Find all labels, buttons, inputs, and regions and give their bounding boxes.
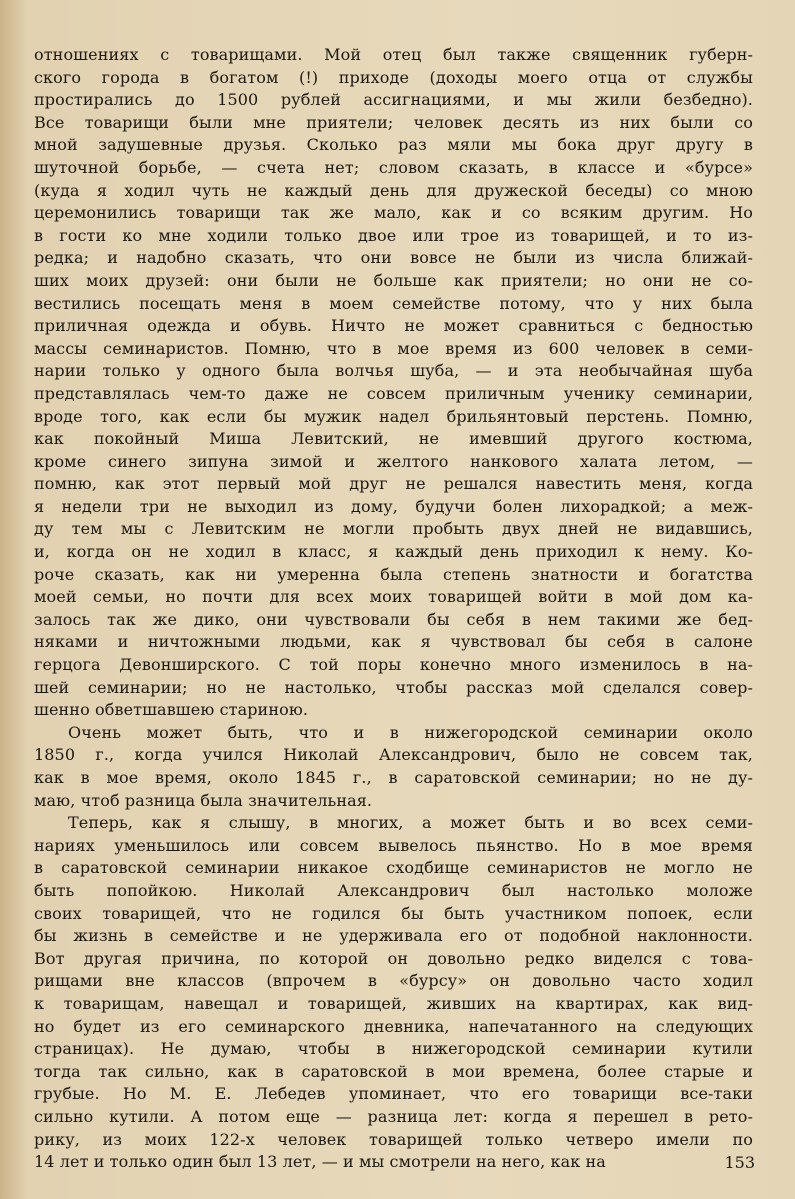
text-line: в гости ко мне ходили только двое или трое из товарищей, и то из- — [34, 225, 753, 245]
page-text — [34, 44, 753, 1174]
text-line: своих товарищей, что не годился бы быть участником попоек, если — [34, 903, 753, 923]
text-line: Теперь, как я слышу, в многих, а может быть и во всех семи- — [68, 813, 753, 833]
text-line: шуточной борьбе, — счета нет; словом сказать, в классе и «бурсе» — [34, 157, 753, 177]
text-line: шенно обветшавшею стариною. — [34, 700, 309, 720]
page-number: 153 — [724, 1153, 755, 1172]
text-line: как покойный Миша Левитский, не имевший другого костюма, — [34, 429, 753, 449]
text-line: кроме синего зипуна зимой и желтого нанкового халата летом, — — [34, 451, 753, 471]
text-line: помню, как этот первый мой друг не решался навестить меня, когда — [34, 474, 753, 494]
text-line: ших моих друзей: они были не больше как приятели; но они не со- — [34, 270, 753, 290]
text-line: ского города в богатом (!) приходе (доходы моего отца от службы — [34, 67, 753, 87]
paragraph — [34, 722, 753, 812]
text-line: Вот другая причина, по которой он довольно редко виделся с това- — [34, 948, 753, 968]
text-line: моей семьи, но почти для всех моих товарищей войти в мой дом ка- — [34, 587, 753, 607]
paragraph — [34, 812, 753, 1174]
text-line: мной задушевные друзья. Сколько раз мяли мы бока друг другу в — [34, 135, 753, 155]
text-line: ду тем мы с Левитским не могли пробыть двух дней не видавшись, — [34, 519, 753, 539]
text-line: тогда так сильно, как в саратовской в мои времена, более старые и — [34, 1061, 753, 1081]
text-line: 1850 г., когда учился Николай Александрович, было не совсем так, — [34, 745, 753, 765]
text-line: (куда я ходил чуть не каждый день для дружеской беседы) со мною — [34, 180, 753, 200]
text-line: церемонились товарищи так же мало, как и со всяким другим. Но — [34, 203, 753, 223]
text-line: вестились посещать меня в моем семействе потому, что у них была — [34, 293, 753, 313]
text-line: вроде того, как если бы мужик надел брильянтовый перстень. Помню, — [34, 406, 753, 426]
text-line: рищами вне классов (впрочем в «бурсу» он довольно часто ходил — [34, 971, 753, 991]
text-line: отношениях с товарищами. Мой отец был также священник губерн- — [34, 45, 753, 64]
text-line: как в мое время, около 1845 г., в саратовской семинарии; но не ду- — [34, 768, 753, 787]
text-line: сильно кутили. А потом еще — разница лет: когда я перешел в рето- — [34, 1106, 753, 1126]
text-line: представлялась чем-то даже не совсем приличным ученику семинарии, — [34, 383, 753, 403]
text-line: массы семинаристов. Помню, что в мое время из 600 человек в семи- — [34, 338, 753, 358]
text-line: бы жизнь в семействе и не удерживала его от подобной наклонности. — [34, 926, 753, 946]
text-line: я недели три не выходил из дому, будучи болен лихорадкой; а меж- — [34, 496, 753, 516]
paragraph — [34, 44, 753, 722]
text-line: в саратовской семинарии никакое сходбище семинаристов не могло не — [34, 858, 753, 878]
text-line: герцога Девонширского. С той поры конечно много изменилось в на- — [34, 655, 753, 675]
text-line: грубые. Но М. Е. Лебедев упоминает, что его товарищи все-таки — [34, 1084, 753, 1104]
text-line: няками и ничтожными людьми, как я чувствовал бы себя в салоне — [34, 632, 753, 652]
text-line: нарии только у одного была волчья шуба, — и эта необычайная шуба — [34, 361, 753, 381]
text-line: 14 лет и только один был 13 лет, — и мы смотрели на него, как на — [34, 1152, 606, 1172]
text-line: Все товарищи были мне приятели; человек десять из них были со — [34, 112, 753, 132]
text-line: маю, чтоб разница была значительная. — [34, 790, 373, 810]
text-line: простирались до 1500 рублей ассигнациями, и мы жили безбедно). — [34, 90, 753, 110]
text-line: Очень может быть, что и в нижегородской семинарии около — [68, 722, 753, 742]
text-line: приличная одежда и обувь. Ничто не может сравниться с бедностью — [34, 316, 753, 336]
text-line: быть попойкою. Николай Александрович был настолько моложе — [34, 880, 753, 900]
text-line: и, когда он не ходил в класс, я каждый день приходил к нему. Ко- — [34, 542, 753, 562]
text-line: залось так же дико, они чувствовали бы себя в нем такими же бед- — [34, 609, 753, 629]
text-line: шей семинарии; но не настолько, чтобы рассказ мой сделался совер- — [34, 677, 753, 697]
text-line: к товарищам, навещал и товарищей, живших на квартирах, как вид- — [34, 993, 753, 1013]
text-line: роче сказать, как ни умеренна была степень знатности и богатства — [34, 564, 753, 584]
text-line: рику, из моих 122-х человек товарищей только четверо имели по — [34, 1129, 753, 1149]
text-line: редка; и надобно сказать, что они вовсе не были из числа ближай- — [34, 248, 753, 268]
text-line: нариях уменьшилось или совсем вывелось пьянство. Но в мое время — [34, 835, 753, 855]
text-line: но будет из его семинарского дневника, напечатанного на следующих — [34, 1016, 753, 1036]
text-line: страницах). Не думаю, чтобы в нижегородской семинарии кутили — [34, 1039, 753, 1059]
